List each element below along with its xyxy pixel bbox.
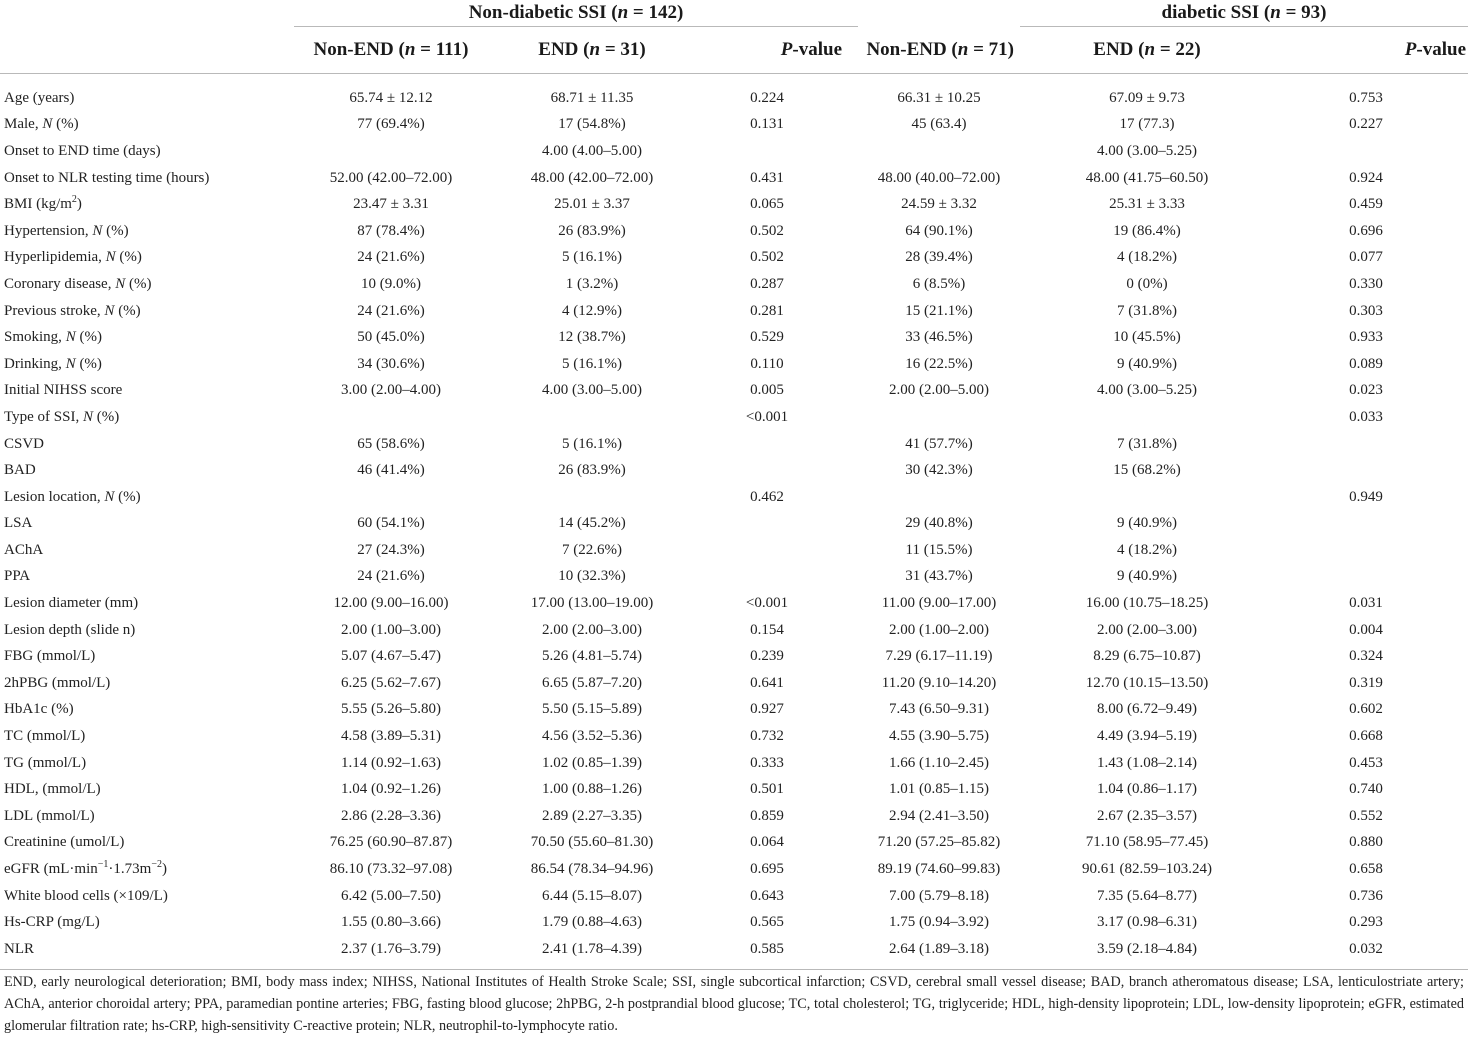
cell-diabetic-pvalue: 0.949 — [1349, 488, 1383, 505]
cell-diabetic-pvalue — [1274, 511, 1468, 538]
cell-nondiabetic-non-end: 46 (41.4%) — [357, 462, 425, 479]
cell-diabetic-pvalue: 0.924 — [1349, 169, 1383, 186]
cell-nondiabetic-end: 4.00 (4.00–5.00) — [542, 142, 642, 159]
cell-nondiabetic-non-end: 3.00 (2.00–4.00) — [341, 382, 441, 399]
cell-diabetic-pvalue: 0.023 — [1349, 382, 1383, 399]
cell-diabetic-end: 8.29 (6.75–10.87) — [1093, 648, 1201, 665]
cell-nondiabetic-pvalue: 0.462 — [750, 488, 784, 505]
row-label: TG (mmol/L) — [4, 754, 87, 771]
cell-diabetic-pvalue: 0.459 — [1349, 196, 1383, 213]
table-row — [0, 936, 1468, 969]
cell-nondiabetic-non-end: 65.74 ± 12.12 — [349, 89, 433, 106]
cell-nondiabetic-end: 1 (3.2%) — [565, 275, 619, 292]
table-row — [0, 883, 1468, 910]
cell-diabetic-non-end: 29 (40.8%) — [905, 515, 973, 532]
cell-nondiabetic-pvalue: 0.585 — [696, 936, 858, 969]
cell-nondiabetic-non-end: 52.00 (42.00–72.00) — [329, 169, 453, 186]
cell-diabetic-end: 0 (0%) — [1126, 275, 1168, 292]
cell-nondiabetic-non-end: 60 (54.1%) — [357, 515, 425, 532]
cell-diabetic-non-end: 28 (39.4%) — [905, 249, 973, 266]
table-row — [0, 909, 1468, 936]
table-row — [0, 776, 1468, 803]
cell-nondiabetic-non-end: 1.55 (0.80–3.66) — [341, 914, 441, 931]
cell-diabetic-pvalue — [1274, 138, 1468, 165]
table-row — [0, 617, 1468, 644]
cell-diabetic-pvalue: 0.696 — [1349, 222, 1383, 239]
cell-nondiabetic-non-end — [294, 138, 488, 165]
cell-diabetic-non-end: 31 (43.7%) — [905, 568, 973, 585]
cell-diabetic-pvalue: 0.089 — [1349, 355, 1383, 372]
cell-diabetic-pvalue: 0.303 — [1349, 302, 1383, 319]
cell-nondiabetic-end: 26 (83.9%) — [558, 462, 626, 479]
table-row — [0, 298, 1468, 325]
cell-nondiabetic-pvalue — [696, 457, 858, 484]
cell-nondiabetic-pvalue: 0.281 — [750, 302, 784, 319]
cell-diabetic-end: 12.70 (10.15–13.50) — [1085, 674, 1209, 691]
cell-diabetic-non-end — [858, 404, 1020, 431]
cell-nondiabetic-pvalue: <0.001 — [745, 408, 789, 425]
cell-diabetic-end: 71.10 (58.95–77.45) — [1085, 834, 1209, 851]
table-row — [0, 351, 1468, 378]
cell-diabetic-end: 2.00 (2.00–3.00) — [1097, 621, 1197, 638]
row-label: CSVD — [4, 435, 45, 452]
cell-nondiabetic-end: 5.50 (5.15–5.89) — [542, 701, 642, 718]
cell-diabetic-pvalue: 0.319 — [1349, 674, 1383, 691]
cell-nondiabetic-non-end: 27 (24.3%) — [357, 541, 425, 558]
cell-nondiabetic-end: 2.41 (1.78–4.39) — [488, 936, 696, 969]
cell-diabetic-end: 7 (31.8%) — [1117, 435, 1177, 452]
table-row — [0, 191, 1468, 218]
cell-diabetic-non-end: 89.19 (74.60–99.83) — [877, 861, 1001, 878]
row-label: White blood cells (×109/L) — [4, 887, 168, 904]
cell-nondiabetic-pvalue: 0.333 — [750, 754, 784, 771]
cell-diabetic-end — [1020, 484, 1274, 511]
cell-nondiabetic-end: 86.54 (78.34–94.96) — [530, 861, 654, 878]
table-row — [0, 218, 1468, 245]
cell-diabetic-pvalue — [1274, 537, 1468, 564]
cell-diabetic-pvalue: 0.004 — [1349, 621, 1383, 638]
variable-column-header — [0, 27, 294, 74]
cell-diabetic-non-end: 11.20 (9.10–14.20) — [881, 674, 997, 691]
cell-diabetic-pvalue — [1274, 431, 1468, 458]
cell-nondiabetic-non-end — [294, 484, 488, 511]
cell-diabetic-pvalue: 0.227 — [1349, 116, 1383, 133]
row-label: PPA — [4, 568, 31, 585]
cell-nondiabetic-end: 4 (12.9%) — [562, 302, 622, 319]
row-label: Lesion location, N (%) — [4, 488, 141, 505]
table-row — [0, 723, 1468, 750]
cell-nondiabetic-non-end: 87 (78.4%) — [357, 222, 425, 239]
cell-nondiabetic-pvalue: 0.565 — [750, 914, 784, 931]
row-label: Coronary disease, N (%) — [4, 275, 152, 292]
row-label: Hyperlipidemia, N (%) — [4, 249, 142, 266]
cell-nondiabetic-pvalue: 0.431 — [750, 169, 784, 186]
cell-nondiabetic-non-end: 1.14 (0.92–1.63) — [341, 754, 441, 771]
group-header-non-diabetic: Non-diabetic SSI (n = 142) — [294, 0, 858, 27]
cell-diabetic-non-end: 7.00 (5.79–8.18) — [889, 887, 989, 904]
cell-diabetic-non-end: 16 (22.5%) — [905, 355, 973, 372]
cell-diabetic-pvalue — [1274, 564, 1468, 591]
row-label: Lesion diameter (mm) — [4, 595, 139, 612]
cell-diabetic-end: 90.61 (82.59–103.24) — [1082, 861, 1212, 878]
cell-diabetic-end: 9 (40.9%) — [1117, 355, 1177, 372]
cell-diabetic-non-end: 66.31 ± 10.25 — [897, 89, 981, 106]
table-row — [0, 378, 1468, 405]
cell-diabetic-pvalue: 0.453 — [1349, 754, 1383, 771]
cell-diabetic-pvalue: 0.740 — [1349, 781, 1383, 798]
cell-diabetic-non-end: 1.75 (0.94–3.92) — [889, 914, 989, 931]
cell-nondiabetic-pvalue: 0.643 — [750, 887, 784, 904]
table-row — [0, 856, 1468, 883]
cell-diabetic-non-end: 33 (46.5%) — [905, 329, 973, 346]
cell-diabetic-end: 1.43 (1.08–2.14) — [1097, 754, 1197, 771]
cell-nondiabetic-pvalue: 0.110 — [750, 355, 784, 372]
cell-nondiabetic-end: 4.00 (3.00–5.00) — [542, 382, 642, 399]
table-row — [0, 457, 1468, 484]
cell-nondiabetic-pvalue: 0.732 — [750, 728, 784, 745]
table-row — [0, 165, 1468, 192]
cell-nondiabetic-non-end: 2.37 (1.76–3.79) — [294, 936, 488, 969]
cell-diabetic-end: 48.00 (41.75–60.50) — [1085, 169, 1209, 186]
cell-diabetic-pvalue: 0.658 — [1349, 861, 1383, 878]
cell-diabetic-end: 7.35 (5.64–8.77) — [1097, 887, 1197, 904]
col-header-end-nondiabetic: END (n = 31) — [488, 27, 696, 74]
cell-diabetic-end: 1.04 (0.86–1.17) — [1097, 781, 1197, 798]
cell-diabetic-pvalue: 0.933 — [1349, 329, 1383, 346]
cell-nondiabetic-non-end: 86.10 (73.32–97.08) — [329, 861, 453, 878]
cell-nondiabetic-pvalue: 0.065 — [750, 196, 784, 213]
cell-nondiabetic-pvalue: 0.287 — [750, 275, 784, 292]
corner-cell — [0, 0, 294, 27]
row-label: LDL (mmol/L) — [4, 807, 95, 824]
table-body — [0, 85, 1468, 969]
cell-nondiabetic-non-end: 5.07 (4.67–5.47) — [341, 648, 441, 665]
cell-nondiabetic-non-end: 1.04 (0.92–1.26) — [341, 781, 441, 798]
cell-nondiabetic-pvalue: 0.859 — [750, 807, 784, 824]
cell-diabetic-end: 4.00 (3.00–5.25) — [1097, 382, 1197, 399]
cell-diabetic-end: 7 (31.8%) — [1117, 302, 1177, 319]
cell-diabetic-non-end: 71.20 (57.25–85.82) — [877, 834, 1001, 851]
row-label: BAD — [4, 462, 36, 479]
cell-nondiabetic-end: 70.50 (55.60–81.30) — [530, 834, 654, 851]
cell-nondiabetic-non-end: 6.42 (5.00–7.50) — [341, 887, 441, 904]
cell-diabetic-pvalue: 0.552 — [1349, 807, 1383, 824]
cell-diabetic-end: 4.00 (3.00–5.25) — [1097, 142, 1197, 159]
cell-diabetic-end: 3.59 (2.18–4.84) — [1020, 936, 1274, 969]
cell-nondiabetic-pvalue: 0.224 — [750, 89, 784, 106]
cell-diabetic-non-end: 7.43 (6.50–9.31) — [889, 701, 989, 718]
cell-diabetic-pvalue: 0.324 — [1349, 648, 1383, 665]
row-label: eGFR $(mL\cdot\min^{-1}\cdot 1.73m^{-2})$ — [4, 859, 167, 878]
cell-nondiabetic-pvalue: 0.131 — [750, 116, 784, 133]
cell-diabetic-non-end: 2.94 (2.41–3.50) — [889, 807, 989, 824]
cell-diabetic-non-end: 2.00 (2.00–5.00) — [889, 382, 989, 399]
cell-diabetic-non-end: 1.01 (0.85–1.15) — [889, 781, 989, 798]
cell-nondiabetic-end: 5.26 (4.81–5.74) — [542, 648, 642, 665]
cell-diabetic-pvalue: 0.032 — [1274, 936, 1468, 969]
table-row — [0, 138, 1468, 165]
cell-nondiabetic-pvalue: 0.529 — [750, 329, 784, 346]
cell-nondiabetic-end: 1.79 (0.88–4.63) — [542, 914, 642, 931]
cell-diabetic-non-end — [858, 138, 1020, 165]
cell-nondiabetic-non-end: 24 (21.6%) — [357, 249, 425, 266]
row-label: Male, N (%) — [4, 116, 79, 133]
cell-nondiabetic-end: 2.89 (2.27–3.35) — [542, 807, 642, 824]
table-row — [0, 271, 1468, 298]
cell-diabetic-pvalue: 0.031 — [1349, 595, 1383, 612]
cell-nondiabetic-pvalue: 0.501 — [750, 781, 784, 798]
cell-nondiabetic-non-end: 24 (21.6%) — [357, 302, 425, 319]
row-label: Age (years) — [4, 89, 75, 106]
cell-diabetic-non-end: 45 (63.4) — [911, 116, 967, 133]
table-row — [0, 431, 1468, 458]
cell-diabetic-pvalue: 0.077 — [1349, 249, 1383, 266]
cell-nondiabetic-pvalue: 0.154 — [750, 621, 784, 638]
col-header-non-end-diabetic: Non-END (n = 71) — [858, 27, 1020, 74]
row-label: NLR — [0, 936, 294, 969]
cell-nondiabetic-non-end: 12.00 (9.00–16.00) — [333, 595, 449, 612]
row-label: Lesion depth (slide n) — [4, 621, 136, 638]
cell-nondiabetic-non-end: 65 (58.6%) — [357, 435, 425, 452]
cell-nondiabetic-end: 17 (54.8%) — [558, 116, 626, 133]
table-row — [0, 670, 1468, 697]
cell-nondiabetic-pvalue — [696, 537, 858, 564]
cell-diabetic-non-end: 64 (90.1%) — [905, 222, 973, 239]
cell-diabetic-non-end: 2.64 (1.89–3.18) — [858, 936, 1020, 969]
cell-nondiabetic-non-end — [294, 404, 488, 431]
cell-diabetic-end: 8.00 (6.72–9.49) — [1097, 701, 1197, 718]
table-footnote: END, early neurological deterioration; BMI, body mass index; NIHSS, National Institutes of Health Stroke Scale; SSI, single subcortical infarction; CSVD, cerebral small vessel disease; BAD, branch atheromatous disease; LSA, lenticulostriate artery; AChA, anterior choroidal artery; PPA, paramedian pontine arteries; FBG, fasting blood glucose; 2hPBG, 2-h postprandial blood glucose; TC, total cholesterol; TG, triglyceride; HDL, high-density lipoprotein; LDL, low-density lipoprotein; eGFR, estimated glomerular filtration rate; hs-CRP, high-sensitivity C-reactive protein; NLR, neutrophil-to-lymphocyte ratio. — [4, 974, 1464, 1034]
cell-nondiabetic-pvalue: 0.239 — [750, 648, 784, 665]
row-label: FBG (mmol/L) — [4, 648, 96, 665]
row-label: Onset to END time (days) — [4, 142, 161, 159]
cell-nondiabetic-non-end: 10 (9.0%) — [361, 275, 421, 292]
cell-diabetic-end: 9 (40.9%) — [1117, 568, 1177, 585]
cell-diabetic-non-end: 7.29 (6.17–11.19) — [885, 648, 993, 665]
cell-nondiabetic-non-end: 6.25 (5.62–7.67) — [341, 674, 441, 691]
cell-nondiabetic-pvalue: 0.064 — [750, 834, 784, 851]
cell-nondiabetic-end: 17.00 (13.00–19.00) — [530, 595, 654, 612]
col-header-pvalue-nondiabetic: P-value — [696, 27, 858, 74]
table-row — [0, 830, 1468, 857]
cell-diabetic-pvalue: 0.753 — [1349, 89, 1383, 106]
group-header-diabetic: diabetic SSI (n = 93) — [1020, 0, 1468, 27]
cell-nondiabetic-non-end: 2.00 (1.00–3.00) — [341, 621, 441, 638]
col-header-pvalue-diabetic: P-value — [1274, 27, 1468, 74]
cell-diabetic-end: 17 (77.3) — [1119, 116, 1175, 133]
table-row — [0, 511, 1468, 538]
cell-diabetic-non-end: 6 (8.5%) — [912, 275, 966, 292]
cell-nondiabetic-end: 4.56 (3.52–5.36) — [542, 728, 642, 745]
row-label: Hs-CRP (mg/L) — [4, 914, 100, 931]
cell-nondiabetic-end: 10 (32.3%) — [558, 568, 626, 585]
row-label: 2hPBG (mmol/L) — [4, 674, 111, 691]
cell-diabetic-end: 2.67 (2.35–3.57) — [1097, 807, 1197, 824]
cell-nondiabetic-end: 68.71 ± 11.35 — [550, 89, 634, 106]
col-header-end-diabetic: END (n = 22) — [1020, 27, 1274, 74]
cell-diabetic-pvalue: 0.736 — [1349, 887, 1383, 904]
cell-nondiabetic-non-end: 24 (21.6%) — [357, 568, 425, 585]
cell-diabetic-end: 19 (86.4%) — [1113, 222, 1181, 239]
row-label: Initial NIHSS score — [4, 382, 123, 399]
table-row — [0, 750, 1468, 777]
table-row — [0, 590, 1468, 617]
cell-diabetic-end: 4.49 (3.94–5.19) — [1097, 728, 1197, 745]
cell-diabetic-non-end: 11 (15.5%) — [905, 541, 973, 558]
cell-diabetic-end — [1020, 404, 1274, 431]
cell-diabetic-non-end: 1.66 (1.10–2.45) — [889, 754, 989, 771]
row-label: Creatinine (umol/L) — [4, 834, 125, 851]
table-row — [0, 112, 1468, 139]
row-label: Previous stroke, N (%) — [4, 302, 141, 319]
table-row — [0, 564, 1468, 591]
cell-diabetic-end: 15 (68.2%) — [1113, 462, 1181, 479]
cell-diabetic-end: 16.00 (10.75–18.25) — [1085, 595, 1209, 612]
table-row — [0, 245, 1468, 272]
row-label: HDL, (mmol/L) — [4, 781, 101, 798]
cell-diabetic-non-end: 4.55 (3.90–5.75) — [889, 728, 989, 745]
cell-nondiabetic-end: 48.00 (42.00–72.00) — [530, 169, 654, 186]
table-row — [0, 643, 1468, 670]
cell-diabetic-end: 4 (18.2%) — [1117, 249, 1177, 266]
cell-nondiabetic-non-end: 2.86 (2.28–3.36) — [341, 807, 441, 824]
row-label: Smoking, N (%) — [4, 329, 102, 346]
cell-nondiabetic-non-end: 77 (69.4%) — [357, 116, 425, 133]
cell-diabetic-non-end: 30 (42.3%) — [905, 462, 973, 479]
cell-nondiabetic-pvalue: <0.001 — [745, 595, 789, 612]
cell-diabetic-non-end: 11.00 (9.00–17.00) — [881, 595, 997, 612]
cell-nondiabetic-end: 1.02 (0.85–1.39) — [542, 754, 642, 771]
cell-diabetic-pvalue: 0.602 — [1349, 701, 1383, 718]
table-row — [0, 484, 1468, 511]
cell-nondiabetic-end: 6.44 (5.15–8.07) — [542, 887, 642, 904]
cell-diabetic-non-end: 41 (57.7%) — [905, 435, 973, 452]
cell-diabetic-non-end: 24.59 ± 3.32 — [901, 196, 977, 213]
row-label: LSA — [4, 515, 33, 532]
table-row — [0, 324, 1468, 351]
row-label: Drinking, N (%) — [4, 355, 102, 372]
group-gap — [858, 0, 1020, 27]
cell-nondiabetic-end: 5 (16.1%) — [562, 249, 622, 266]
table-row — [0, 85, 1468, 112]
cell-diabetic-end: 4 (18.2%) — [1117, 541, 1177, 558]
row-label: BMI $(kg/m^2)$ — [4, 194, 82, 213]
row-label: Onset to NLR testing time (hours) — [4, 169, 210, 186]
cell-diabetic-pvalue — [1274, 457, 1468, 484]
cell-nondiabetic-non-end: 5.55 (5.26–5.80) — [341, 701, 441, 718]
cell-nondiabetic-pvalue: 0.502 — [750, 249, 784, 266]
cell-nondiabetic-end: 7 (22.6%) — [562, 541, 622, 558]
cell-nondiabetic-non-end: 23.47 ± 3.31 — [353, 196, 429, 213]
table-row — [0, 803, 1468, 830]
cell-nondiabetic-end: 5 (16.1%) — [562, 355, 622, 372]
cell-nondiabetic-end — [488, 404, 696, 431]
cell-diabetic-pvalue: 0.293 — [1349, 914, 1383, 931]
cell-diabetic-end: 3.17 (0.98–6.31) — [1097, 914, 1197, 931]
table-row — [0, 697, 1468, 724]
cell-diabetic-end: 9 (40.9%) — [1117, 515, 1177, 532]
cell-nondiabetic-end: 26 (83.9%) — [558, 222, 626, 239]
cell-nondiabetic-end: 12 (38.7%) — [558, 329, 626, 346]
cell-diabetic-pvalue: 0.033 — [1349, 408, 1383, 425]
cell-diabetic-non-end: 2.00 (1.00–2.00) — [889, 621, 989, 638]
cell-nondiabetic-pvalue — [696, 511, 858, 538]
cell-nondiabetic-non-end: 34 (30.6%) — [357, 355, 425, 372]
cell-nondiabetic-pvalue: 0.695 — [750, 861, 784, 878]
cell-diabetic-pvalue: 0.880 — [1349, 834, 1383, 851]
cell-nondiabetic-non-end: 4.58 (3.89–5.31) — [341, 728, 441, 745]
row-label: TC (mmol/L) — [4, 728, 86, 745]
cell-nondiabetic-pvalue — [696, 138, 858, 165]
cell-nondiabetic-non-end: 76.25 (60.90–87.87) — [329, 834, 453, 851]
col-header-non-end-nondiabetic: Non-END (n = 111) — [294, 27, 488, 74]
cell-nondiabetic-pvalue — [696, 431, 858, 458]
cell-nondiabetic-non-end: 50 (45.0%) — [357, 329, 425, 346]
cell-nondiabetic-pvalue: 0.502 — [750, 222, 784, 239]
table-row — [0, 404, 1468, 431]
cell-nondiabetic-end: 6.65 (5.87–7.20) — [542, 674, 642, 691]
cell-nondiabetic-end: 14 (45.2%) — [558, 515, 626, 532]
cell-nondiabetic-pvalue — [696, 564, 858, 591]
row-label: Type of SSI, N (%) — [4, 408, 120, 425]
cell-diabetic-non-end: 48.00 (40.00–72.00) — [877, 169, 1001, 186]
cell-nondiabetic-pvalue: 0.641 — [750, 674, 784, 691]
cell-diabetic-end: 67.09 ± 9.73 — [1109, 89, 1185, 106]
row-label: Hypertension, N (%) — [4, 222, 129, 239]
cell-nondiabetic-end: 1.00 (0.88–1.26) — [542, 781, 642, 798]
cell-diabetic-end: 10 (45.5%) — [1113, 329, 1181, 346]
cell-nondiabetic-pvalue: 0.005 — [750, 382, 784, 399]
cell-nondiabetic-end — [488, 484, 696, 511]
cell-diabetic-non-end: 15 (21.1%) — [905, 302, 973, 319]
row-label: AChA — [4, 541, 44, 558]
cell-nondiabetic-pvalue: 0.927 — [750, 701, 784, 718]
cell-nondiabetic-end: 2.00 (2.00–3.00) — [542, 621, 642, 638]
cell-nondiabetic-end: 25.01 ± 3.37 — [554, 196, 630, 213]
cell-diabetic-end: 25.31 ± 3.33 — [1109, 196, 1185, 213]
cell-nondiabetic-end: 5 (16.1%) — [562, 435, 622, 452]
cell-diabetic-non-end — [858, 484, 1020, 511]
cell-diabetic-pvalue: 0.668 — [1349, 728, 1383, 745]
table-row — [0, 537, 1468, 564]
cell-diabetic-pvalue: 0.330 — [1349, 275, 1383, 292]
row-label: HbA1c (%) — [4, 701, 74, 718]
